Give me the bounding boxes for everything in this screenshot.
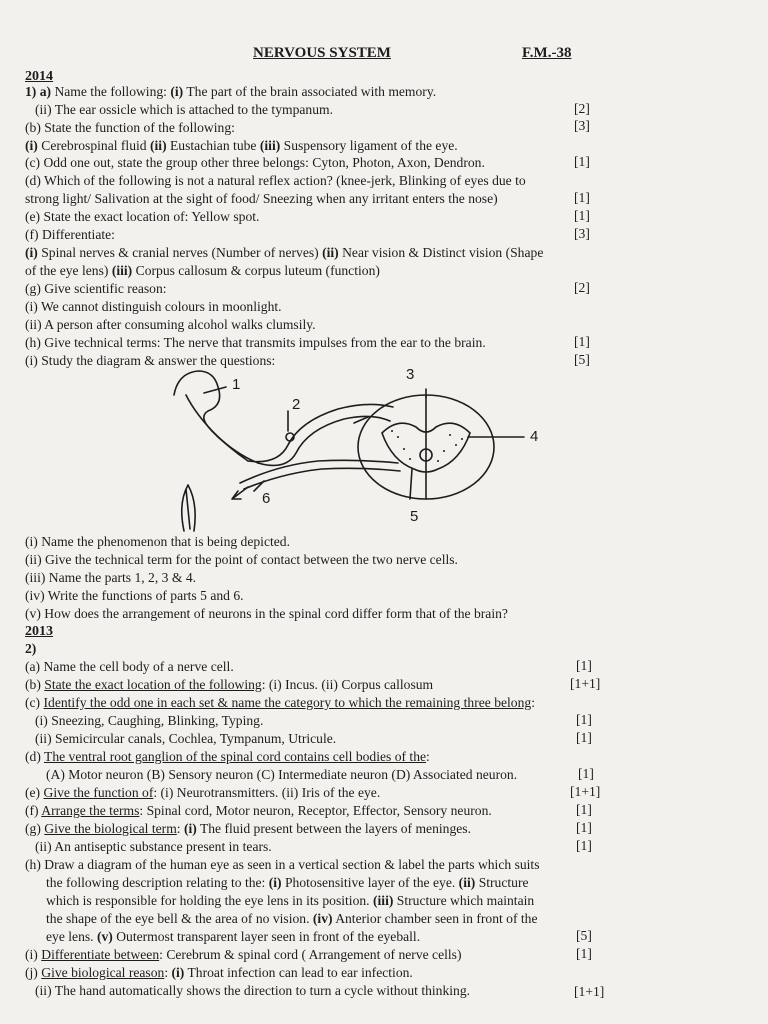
marks-2d: [1] xyxy=(578,766,594,781)
marks-2e: [1+1] xyxy=(570,784,601,799)
diagram-label-2: 2 xyxy=(292,396,301,413)
marks-1d: [1] xyxy=(574,190,590,205)
marks-2b: [1+1] xyxy=(570,676,601,691)
question-1a-ii: (ii) The ear ossicle which is attached to the tympanum. xyxy=(35,102,333,117)
diagram-label-4: 4 xyxy=(530,428,539,445)
question-2c-i: (i) Sneezing, Caughing, Blinking, Typing. xyxy=(35,713,264,728)
question-1i: (i) Study the diagram & answer the questions: xyxy=(25,353,276,368)
diagram-label-1: 1 xyxy=(232,376,241,393)
question-1c: (c) Odd one out, state the group other three belongs: Cyton, Photon, Axon, Dendron. xyxy=(25,155,485,170)
question-2d: (d) The ventral root ganglion of the spinal cord contains cell bodies of the: xyxy=(25,749,430,764)
question-1b-items: (i) Cerebrospinal fluid (ii) Eustachian tube (iii) Suspensory ligament of the eye. xyxy=(25,138,458,153)
page-title: NERVOUS SYSTEM xyxy=(253,45,391,61)
year-heading-2014: 2014 xyxy=(25,69,53,84)
question-1i-iv: (iv) Write the functions of parts 5 and 6. xyxy=(25,588,244,603)
marks-2c-i: [1] xyxy=(576,712,592,727)
question-1h: (h) Give technical terms: The nerve that transmits impulses from the ear to the brain. xyxy=(25,335,486,350)
question-2b: (b) State the exact location of the following: (i) Incus. (ii) Corpus callosum xyxy=(25,677,434,692)
marks-2g-ii: [1] xyxy=(576,838,592,853)
question-1a: 1) a) Name the following: (i) The part of the brain associated with memory. xyxy=(25,84,437,99)
question-2j: (j) Give biological reason: (i) Throat infection can lead to ear infection. xyxy=(25,965,413,980)
question-1g: (g) Give scientific reason: xyxy=(25,281,167,296)
arrow-motor xyxy=(232,487,248,499)
marks-2a: [1] xyxy=(576,658,592,673)
question-1i-iii: (iii) Name the parts 1, 2, 3 & 4. xyxy=(25,570,197,585)
form-code: F.M.-38 xyxy=(522,45,572,61)
question-1f: (f) Differentiate: xyxy=(25,227,115,242)
diagram-label-5: 5 xyxy=(410,508,419,525)
question-1d: (d) Which of the following is not a natural reflex action? (knee-jerk, Blinking of eyes due to xyxy=(25,173,526,188)
sensory-nerve-lower xyxy=(258,416,390,465)
question-2i: (i) Differentiate between: Cerebrum & spinal cord ( Arrangement of nerve cells) xyxy=(25,947,462,962)
question-1g-i: (i) We cannot distinguish colours in moonlight. xyxy=(25,299,282,314)
marks-1a: [2] xyxy=(574,101,590,116)
question-2c-ii: (ii) Semicircular canals, Cochlea, Tympanum, Utricule. xyxy=(35,731,337,746)
reflex-arc-diagram xyxy=(168,365,568,535)
marks-2c-ii: [1] xyxy=(576,730,592,745)
question-1f-items: (i) Spinal nerves & cranial nerves (Number of nerves) (ii) Near vision & Distinct vision (Shape xyxy=(25,245,544,260)
marks-1g: [2] xyxy=(574,280,590,295)
marks-2i: [1] xyxy=(576,946,592,961)
question-2: 2) xyxy=(25,641,37,656)
muscle-effector xyxy=(182,485,195,531)
question-2g: (g) Give the biological term: (i) The fluid present between the layers of meninges. xyxy=(25,821,471,836)
question-2g-ii: (ii) An antiseptic substance present in tears. xyxy=(35,839,272,854)
question-2c: (c) Identify the odd one in each set & name the category to which the remaining three belong: xyxy=(25,695,535,710)
question-1d-cont: strong light/ Salivation at the sight of food/ Sneezing when any irritant enters the nose) xyxy=(25,191,498,206)
question-2h-line2: the following description relating to the: (i) Photosensitive layer of the eye. (ii) Structure xyxy=(46,875,529,890)
year-heading-2013: 2013 xyxy=(25,624,53,639)
marks-1h: [1] xyxy=(574,334,590,349)
question-2h-line5: eye lens. (v) Outermost transparent layer seen in front of the eyeball. xyxy=(46,929,421,944)
marks-2f: [1] xyxy=(576,802,592,817)
question-2e: (e) Give the function of: (i) Neurotransmitters. (ii) Iris of the eye. xyxy=(25,785,381,800)
fingertip-inner xyxy=(186,395,258,463)
sensory-nerve-upper xyxy=(248,404,393,461)
question-1g-ii: (ii) A person after consuming alcohol walks clumsily. xyxy=(25,317,316,332)
marks-2j: [1+1] xyxy=(574,984,605,999)
question-2h: (h) Draw a diagram of the human eye as seen in a vertical section & label the parts which suits xyxy=(25,857,540,872)
question-2j-ii: (ii) The hand automatically shows the direction to turn a cycle without thinking. xyxy=(35,983,471,998)
question-1e: (e) State the exact location of: Yellow spot. xyxy=(25,209,260,224)
question-2a: (a) Name the cell body of a nerve cell. xyxy=(25,659,234,674)
question-2d-options: (A) Motor neuron (B) Sensory neuron (C) Intermediate neuron (D) Associated neuron. xyxy=(46,767,518,782)
leader-1 xyxy=(204,387,226,393)
marks-2g: [1] xyxy=(576,820,592,835)
marks-1i: [5] xyxy=(574,352,590,367)
diagram-label-3: 3 xyxy=(406,366,415,383)
question-1i-i: (i) Name the phenomenon that is being depicted. xyxy=(25,534,290,549)
marks-1b: [3] xyxy=(574,118,590,133)
question-2h-line3: which is responsible for holding the eye lens in its position. (iii) Structure which maintain xyxy=(46,893,535,908)
marks-1e: [1] xyxy=(574,208,590,223)
question-1b: (b) State the function of the following: xyxy=(25,120,235,135)
question-1i-ii: (ii) Give the technical term for the point of contact between the two nerve cells. xyxy=(25,552,458,567)
marks-1c: [1] xyxy=(574,154,590,169)
question-1f-items-cont: of the eye lens) (iii) Corpus callosum & corpus luteum (function) xyxy=(25,263,380,278)
diagram-label-6: 6 xyxy=(262,490,271,507)
question-2f: (f) Arrange the terms: Spinal cord, Motor neuron, Receptor, Effector, Sensory neuron. xyxy=(25,803,492,818)
marks-2h: [5] xyxy=(576,928,592,943)
question-1i-v: (v) How does the arrangement of neurons in the spinal cord differ form that of the brain? xyxy=(25,606,508,621)
leader-5 xyxy=(410,469,412,499)
question-2h-line4: the shape of the eye bell & the area of no vision. (iv) Anterior chamber seen in front of the xyxy=(46,911,538,926)
marks-1f: [3] xyxy=(574,226,590,241)
